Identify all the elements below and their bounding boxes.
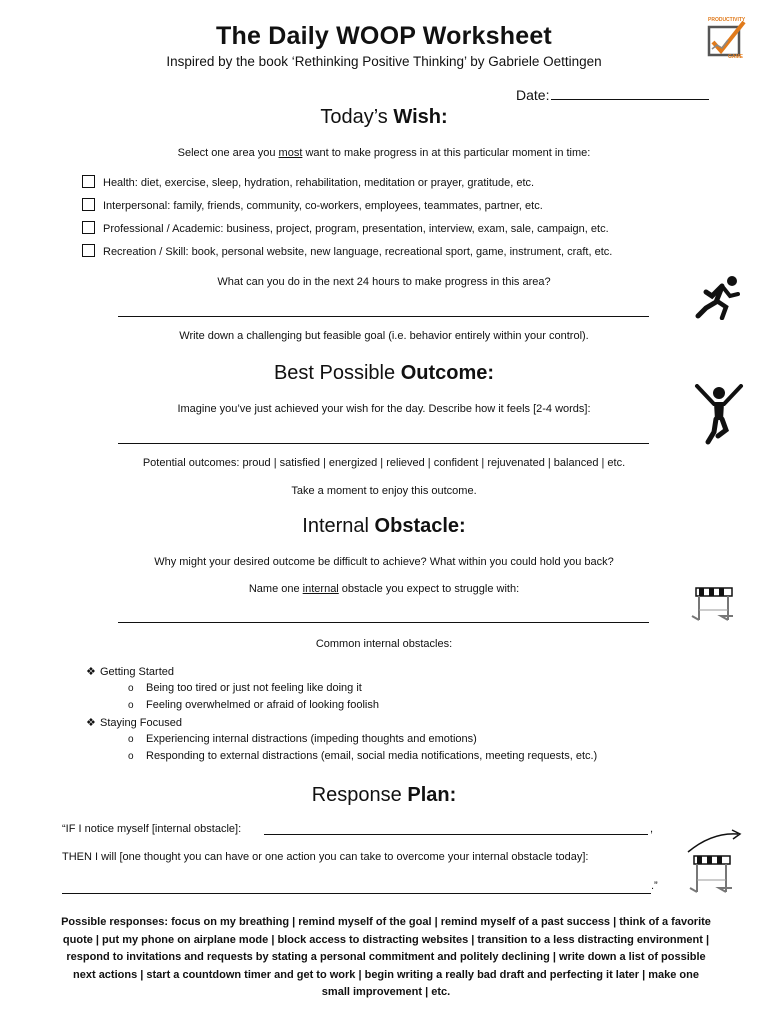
obstacle-group-staying-focused: ❖ Staying Focused — [86, 717, 182, 729]
obstacle-group-getting-started: ❖ Getting Started — [86, 666, 174, 678]
runner-icon — [692, 274, 742, 325]
checkbox[interactable] — [82, 244, 95, 257]
then-statement: THEN I will [one thought you can have or one action you can take to overcome your internal obstacle today]: — [62, 851, 589, 863]
wish-instruction: Write down a challenging but feasible goal (i.e. behavior entirely within your control). — [179, 330, 589, 342]
if-answer-line[interactable] — [264, 834, 648, 835]
checkbox[interactable] — [82, 175, 95, 188]
date-label: Date: — [516, 87, 550, 103]
celebrating-person-icon — [694, 384, 744, 451]
if-statement: “IF I notice myself [internal obstacle]: — [62, 823, 242, 835]
page-title: The Daily WOOP Worksheet — [216, 22, 552, 50]
hurdle-icon — [690, 584, 736, 633]
if-comma: , — [650, 823, 654, 835]
hurdle-jump-arrow-icon — [684, 828, 744, 905]
outcome-heading: Best Possible Outcome: — [273, 362, 495, 384]
common-obstacles-label: Common internal obstacles: — [315, 638, 453, 650]
list-item: o Being too tired or just not feeling like doing it — [128, 682, 362, 694]
wish-heading: Today’s Wish: — [320, 106, 448, 128]
outcome-potential: Potential outcomes: proud | satisfied | energized | relieved | confident | rejuvenated | balanced | etc. — [142, 457, 626, 469]
obstacle-question: Why might your desired outcome be difficult to achieve? What within you could hold you back? — [154, 556, 614, 568]
outcome-prompt: Imagine you’ve just achieved your wish for the day. Describe how it feels [2-4 words]: — [177, 403, 591, 415]
responses-line: quote | put my phone on airplane mode | block access to distracting websites | transition to a less distracting environment | — [62, 933, 710, 946]
wish-prompt: Select one area you most want to make progress in at this particular moment in time: — [177, 147, 591, 159]
area-option-interpersonal[interactable]: Interpersonal: family, friends, community, co-workers, employees, teammates, partner, etc. — [82, 198, 543, 212]
then-answer-line[interactable] — [62, 893, 651, 894]
outcome-enjoy: Take a moment to enjoy this outcome. — [291, 485, 477, 497]
list-item: o Experiencing internal distractions (impeding thoughts and emotions) — [128, 733, 477, 745]
possible-responses — [60, 914, 712, 1002]
circle-bullet-icon: o — [128, 700, 134, 711]
outcome-answer-line[interactable] — [118, 443, 649, 444]
responses-line: next actions | start a countdown timer and get to work | begin writing a really bad draft and perfecting it later | make one — [73, 968, 699, 981]
wish-question: What can you do in the next 24 hours to make progress in this area? — [217, 276, 551, 288]
list-item: o Responding to external distractions (email, social media notifications, meeting requests, etc.) — [128, 750, 598, 762]
area-option-professional[interactable]: Professional / Academic: business, project, program, presentation, interview, exam, sale, campaign, etc. — [82, 221, 609, 235]
wish-answer-line[interactable] — [118, 316, 649, 317]
responses-line: respond to invitations and requests by stating a personal commitment and politely declining | write down a list of possible — [66, 951, 706, 963]
circle-bullet-icon: o — [128, 751, 134, 762]
circle-bullet-icon: o — [128, 683, 134, 694]
obstacle-answer-line[interactable] — [118, 622, 649, 623]
page-subtitle: Inspired by the book ‘Rethinking Positive Thinking’ by Gabriele Oettingen — [166, 54, 602, 69]
obstacle-heading: Internal Obstacle: — [302, 515, 466, 537]
diamond-bullet-icon: ❖ — [86, 666, 96, 678]
diamond-bullet-icon: ❖ — [86, 717, 96, 729]
date-blank-line[interactable] — [551, 86, 709, 100]
then-closing-quote: .” — [651, 880, 658, 892]
date-field[interactable] — [516, 86, 709, 103]
plan-heading: Response Plan: — [311, 784, 457, 806]
list-item: o Feeling overwhelmed or afraid of looking foolish — [128, 699, 379, 711]
responses-line: Possible responses: focus on my breathing | remind myself of the goal | remind myself of a past success | think of a favorite — [61, 916, 711, 928]
responses-line: small improvement | etc. — [321, 986, 451, 998]
checkbox[interactable] — [82, 198, 95, 211]
logo-text-top: PRODUCTIVITY — [708, 17, 746, 23]
productivity-game-logo — [704, 16, 748, 60]
area-option-health[interactable]: Health: diet, exercise, sleep, hydration, rehabilitation, meditation or prayer, gratitude, etc. — [82, 175, 534, 189]
obstacle-name-prompt: Name one internal obstacle you expect to struggle with: — [248, 583, 520, 595]
area-option-recreation[interactable]: Recreation / Skill: book, personal website, new language, recreational sport, game, instrument, craft, etc. — [82, 244, 612, 258]
circle-bullet-icon: o — [128, 734, 134, 745]
checkbox[interactable] — [82, 221, 95, 234]
logo-text-bottom: GAME — [728, 54, 743, 60]
